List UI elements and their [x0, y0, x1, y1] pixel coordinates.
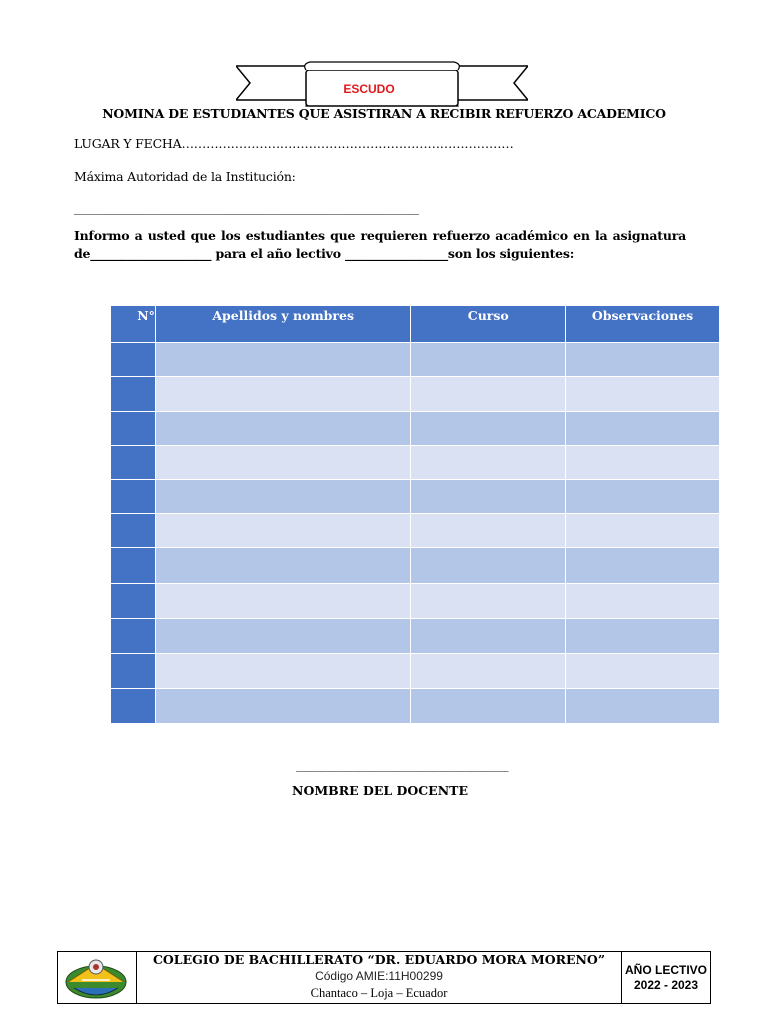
school-year-value: 2022 - 2023 [633, 977, 699, 992]
header-apellidos-nombres: Apellidos y nombres [155, 306, 410, 343]
cell-observaciones[interactable] [566, 619, 720, 654]
lugar-fecha-line: LUGAR Y FECHA……………………………………………………………………… [74, 136, 514, 151]
cell-number[interactable] [111, 619, 156, 654]
maxima-autoridad-label: Máxima Autoridad de la Institución: [74, 169, 296, 184]
cell-number[interactable] [111, 584, 156, 619]
cell-observaciones[interactable] [566, 689, 720, 724]
students-table [110, 306, 720, 724]
intro-paragraph-line-2: de____________________ para el año lectivo _________________son los siguientes: [74, 246, 575, 261]
amie-code: Código AMIE:11H00299 [315, 969, 443, 983]
cell-apellidos-nombres[interactable] [155, 689, 410, 724]
cell-apellidos-nombres[interactable] [155, 514, 410, 548]
cell-curso[interactable] [411, 654, 566, 689]
school-year-label: AÑO LECTIVO [624, 962, 707, 977]
cell-observaciones[interactable] [566, 412, 720, 446]
school-logo [58, 952, 137, 1003]
cell-observaciones[interactable] [566, 343, 720, 377]
table-row [111, 619, 720, 654]
school-name: COLEGIO DE BACHILLERATO “DR. EDUARDO MORA MORENO” [152, 952, 606, 967]
cell-number[interactable] [111, 514, 156, 548]
header-observaciones: Observaciones [566, 306, 720, 343]
cell-apellidos-nombres[interactable] [155, 548, 410, 584]
cell-curso[interactable] [411, 619, 566, 654]
table-row [111, 689, 720, 724]
cell-number[interactable] [111, 412, 156, 446]
cell-observaciones[interactable] [566, 446, 720, 480]
footer [57, 951, 711, 1004]
cell-apellidos-nombres[interactable] [155, 619, 410, 654]
school-info [137, 952, 622, 1003]
school-location: Chantaco – Loja – Ecuador [310, 986, 448, 1000]
school-year-box [622, 952, 710, 1003]
cell-apellidos-nombres[interactable] [155, 584, 410, 619]
school-crest-icon [58, 952, 134, 1003]
cell-observaciones[interactable] [566, 514, 720, 548]
cell-curso[interactable] [411, 480, 566, 514]
cell-number[interactable] [111, 548, 156, 584]
cell-number[interactable] [111, 377, 156, 412]
table-header-row [111, 306, 720, 343]
cell-apellidos-nombres[interactable] [155, 480, 410, 514]
cell-curso[interactable] [411, 412, 566, 446]
header-number: N° [111, 306, 156, 343]
table-row [111, 377, 720, 412]
table-row [111, 654, 720, 689]
escudo-label: ESCUDO [343, 82, 395, 96]
docente-signature-line: __________________________________ [296, 757, 509, 772]
cell-observaciones[interactable] [566, 480, 720, 514]
cell-curso[interactable] [411, 514, 566, 548]
table-body [111, 343, 720, 724]
cell-number[interactable] [111, 654, 156, 689]
table-row [111, 548, 720, 584]
table-row [111, 480, 720, 514]
cell-curso[interactable] [411, 446, 566, 480]
cell-number[interactable] [111, 343, 156, 377]
cell-number[interactable] [111, 446, 156, 480]
cell-observaciones[interactable] [566, 548, 720, 584]
cell-number[interactable] [111, 480, 156, 514]
table-row [111, 584, 720, 619]
cell-observaciones[interactable] [566, 584, 720, 619]
cell-observaciones[interactable] [566, 377, 720, 412]
cell-apellidos-nombres[interactable] [155, 654, 410, 689]
docente-label: NOMBRE DEL DOCENTE [292, 783, 468, 798]
table-row [111, 343, 720, 377]
cell-apellidos-nombres[interactable] [155, 343, 410, 377]
document-title: NOMINA DE ESTUDIANTES QUE ASISTIRAN A RECIBIR REFUERZO ACADEMICO [102, 106, 666, 121]
cell-curso[interactable] [411, 377, 566, 412]
cell-number[interactable] [111, 689, 156, 724]
cell-curso[interactable] [411, 689, 566, 724]
cell-apellidos-nombres[interactable] [155, 377, 410, 412]
cell-curso[interactable] [411, 584, 566, 619]
cell-apellidos-nombres[interactable] [155, 412, 410, 446]
table-row [111, 514, 720, 548]
cell-curso[interactable] [411, 343, 566, 377]
table-row [111, 412, 720, 446]
authority-signature-line: _________________________________________________________ [74, 200, 419, 215]
table-row [111, 446, 720, 480]
intro-paragraph-line-1: Informo a usted que los estudiantes que requieren refuerzo académico en la asignatura [74, 228, 686, 243]
header-curso: Curso [411, 306, 566, 343]
cell-curso[interactable] [411, 548, 566, 584]
cell-apellidos-nombres[interactable] [155, 446, 410, 480]
cell-observaciones[interactable] [566, 654, 720, 689]
